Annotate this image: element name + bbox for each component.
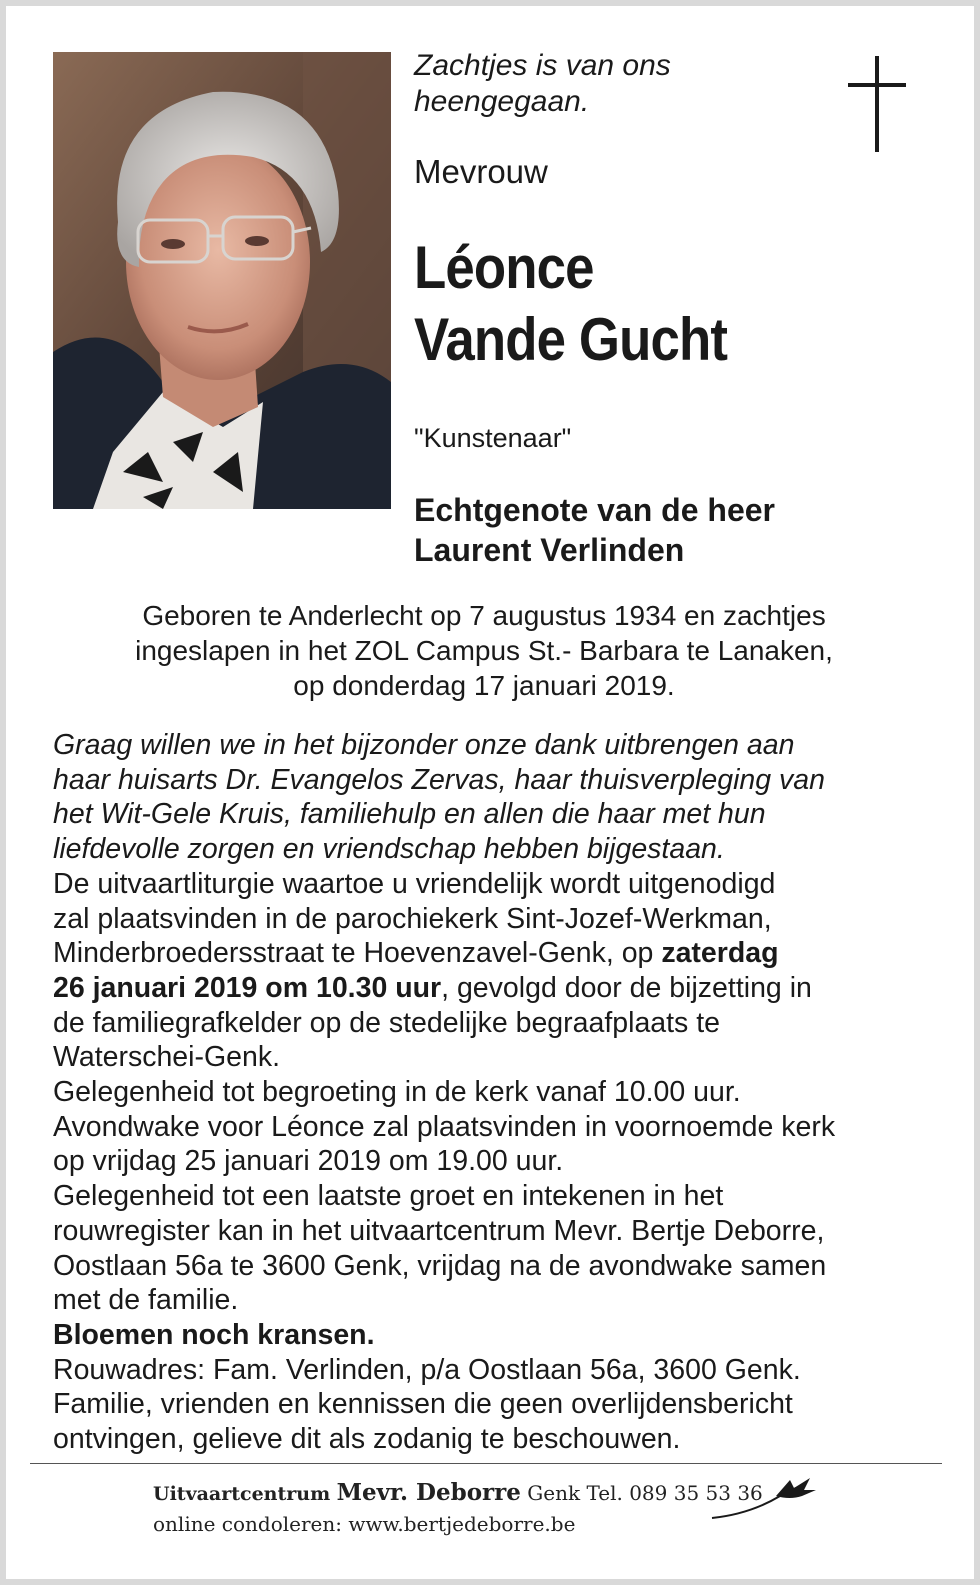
spouse-line-1: Echtgenote van de heer (414, 492, 775, 528)
opening-line-1: Zachtjes is van ons (414, 49, 671, 82)
footer-line-1 (153, 1478, 763, 1509)
spouse-line-2: Laurent Verlinden (414, 532, 685, 568)
notice-paragraph (53, 1387, 953, 1456)
funeral-line (53, 971, 953, 1006)
opening-line (414, 48, 671, 120)
born-line-3: op donderdag 17 januari 2019. (293, 670, 675, 701)
deceased-name (414, 232, 727, 376)
dove-logo-icon (710, 1474, 820, 1524)
register-paragraph (53, 1179, 953, 1318)
cross-icon (848, 56, 908, 152)
funeral-center-name: Mevr. Deborre (336, 1479, 521, 1506)
born-line-2: ingeslapen in het ZOL Campus St.- Barbara te Lanaken, (135, 635, 833, 666)
funeral-line-text: , gevolgd door de bijzetting in (441, 971, 812, 1004)
funeral-datetime: 26 januari 2019 om 10.30 uur (53, 971, 442, 1004)
funeral-line-text: Minderbroedersstraat te Hoevenzavel-Genk, op (53, 937, 662, 970)
thanks-paragraph (53, 728, 953, 867)
nickname: "Kunstenaar" (414, 423, 572, 453)
register-line: rouwregister kan in het uitvaartcentrum Mevr. Bertje Deborre, (53, 1214, 825, 1247)
funeral-day: zaterdag (661, 937, 779, 970)
funeral-line: de familiegrafkelder op de stedelijke begraafplaats te (53, 1006, 720, 1039)
last-name: Vande Gucht (414, 306, 728, 373)
thanks-line: haar huisarts Dr. Evangelos Zervas, haar thuisverpleging van (53, 763, 826, 796)
vigil-paragraph (53, 1110, 953, 1179)
portrait-image (53, 52, 391, 509)
thanks-line: liefdevolle zorgen en vriendschap hebben bijgestaan. (53, 833, 725, 866)
mourning-address: Rouwadres: Fam. Verlinden, p/a Oostlaan 56a, 3600 Genk. (53, 1353, 801, 1386)
notice-line: ontvingen, gelieve dit als zodanig te beschouwen. (53, 1423, 681, 1456)
online-condolences-link[interactable]: online condoleren: www.bertjedeborre.be (153, 1512, 576, 1536)
funeral-line: Waterschei-Genk. (53, 1041, 281, 1074)
spouse-info (414, 490, 775, 570)
vigil-line: Avondwake voor Léonce zal plaatsvinden in voornoemde kerk (53, 1110, 836, 1143)
register-line: Gelegenheid tot een laatste groet en intekenen in het (53, 1180, 724, 1213)
greeting-line: Gelegenheid tot begroeting in de kerk vanaf 10.00 uur. (53, 1076, 741, 1109)
thanks-line: Graag willen we in het bijzonder onze dank uitbrengen aan (53, 729, 795, 761)
register-line: met de familie. (53, 1284, 239, 1317)
footer (153, 1478, 763, 1539)
footer-divider (30, 1463, 942, 1464)
funeral-center-city: Genk (527, 1481, 581, 1505)
notice-line: Familie, vrienden en kennissen die geen overlijdensbericht (53, 1388, 793, 1421)
flowers-notice: Bloemen noch kransen. (53, 1318, 375, 1351)
portrait-photo (53, 52, 391, 509)
first-name: Léonce (414, 234, 594, 301)
funeral-center-phone: Tel. 089 35 53 36 (586, 1481, 763, 1505)
body-text (53, 728, 953, 1457)
funeral-center-label: Uitvaartcentrum (153, 1483, 331, 1505)
vigil-line: op vrijdag 25 januari 2019 om 19.00 uur. (53, 1145, 564, 1178)
thanks-line: het Wit-Gele Kruis, familiehulp en allen die haar met hun (53, 798, 766, 831)
funeral-line (53, 936, 953, 971)
birth-death-paragraph (34, 598, 934, 703)
funeral-line: De uitvaartliturgie waartoe u vriendelijk wordt uitgenodigd (53, 867, 776, 900)
honorific: Mevrouw (414, 153, 548, 190)
funeral-line: zal plaatsvinden in de parochiekerk Sint-Jozef-Werkman, (53, 902, 772, 935)
register-line: Oostlaan 56a te 3600 Genk, vrijdag na de avondwake samen (53, 1249, 827, 1282)
funeral-paragraph (53, 867, 953, 1075)
born-line-1: Geboren te Anderlecht op 7 augustus 1934 en zachtjes (142, 600, 826, 631)
opening-line-2: heengegaan. (414, 85, 590, 118)
